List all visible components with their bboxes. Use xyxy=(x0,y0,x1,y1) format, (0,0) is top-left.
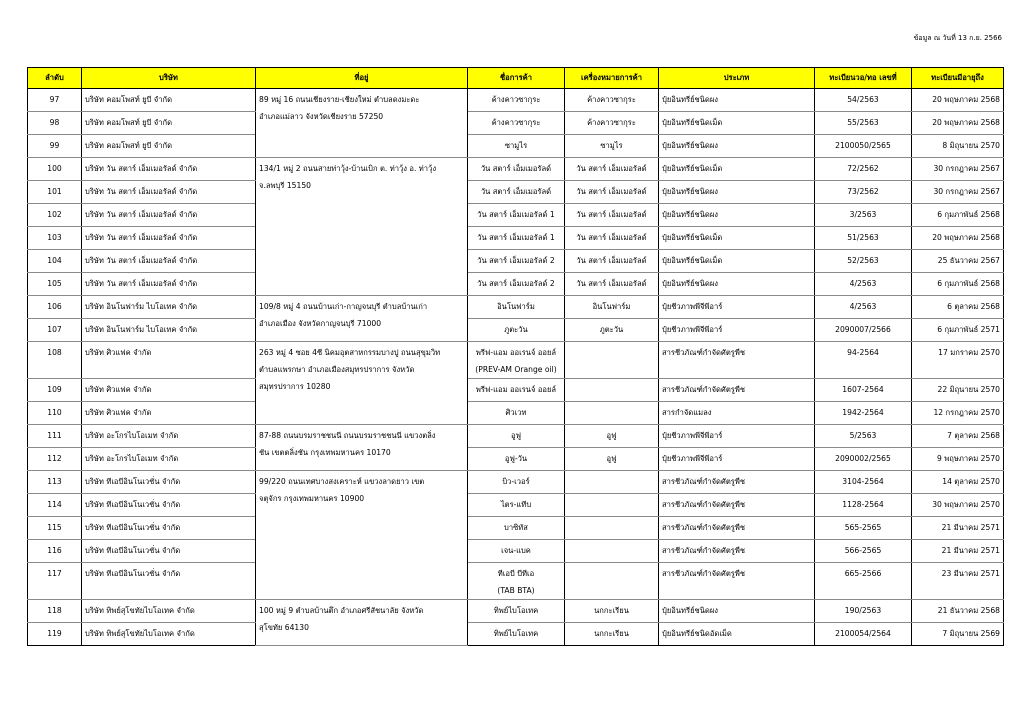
col-header-reg-no: ทะเบียนวอ/ทอ เลขที่ xyxy=(815,68,912,89)
cell-reg-no: 3104-2564 xyxy=(815,471,912,494)
cell-trademark: วัน สตาร์ เอ็มเมอรัลด์ xyxy=(565,227,659,250)
cell-trade-name: เจน-แบค xyxy=(468,540,565,563)
table-row xyxy=(28,204,1004,227)
cell-expiry: 21 มีนาคม 2571 xyxy=(912,540,1004,563)
cell-company: บริษัท อะโกรไบโอเมท จำกัด xyxy=(82,425,256,448)
cell-expiry: 22 มิถุนายน 2570 xyxy=(912,379,1004,402)
cell-type: ปุ๋ยอินทรีย์ชนิดเม็ด xyxy=(659,227,815,250)
cell-reg-no: 4/2563 xyxy=(815,296,912,319)
cell-expiry: 14 ตุลาคม 2570 xyxy=(912,471,1004,494)
cell-company: บริษัท วัน สตาร์ เอ็มเมอรัลด์ จำกัด xyxy=(82,273,256,296)
cell-expiry: 12 กรกฎาคม 2570 xyxy=(912,402,1004,425)
cell-address xyxy=(256,600,468,646)
cell-trade-name: ไตร-แทีบ xyxy=(468,494,565,517)
table-row xyxy=(28,494,1004,517)
cell-type: ปุ๋ยอินทรีย์ชนิดผง xyxy=(659,89,815,112)
cell-no: 112 xyxy=(28,448,82,471)
table-row xyxy=(28,623,1004,646)
address-line: อำเภอเมือง จังหวัดกาญจนบุรี 71000 xyxy=(259,319,382,328)
address-line: 109/8 หมู่ 4 ถนนบ้านเก่า-กาญจนบุรี ตำบลบ้านเก่า xyxy=(259,302,428,311)
cell-address xyxy=(256,89,468,158)
cell-company: บริษัท ทิพย์สุโขทัยไบโอเทค จำกัด xyxy=(82,623,256,646)
cell-reg-no: 2100050/2565 xyxy=(815,135,912,158)
cell-no: 102 xyxy=(28,204,82,227)
cell-company: บริษัท วัน สตาร์ เอ็มเมอรัลด์ จำกัด xyxy=(82,250,256,273)
cell-company: บริษัท ศิวแฟค จำกัด xyxy=(82,342,256,379)
cell-type: สารชีวภัณฑ์กำจัดศัตรูพืช xyxy=(659,379,815,402)
cell-expiry: 25 ธันวาคม 2567 xyxy=(912,250,1004,273)
cell-type: ปุ๋ยอินทรีย์ชนิดอัดเม็ด xyxy=(659,623,815,646)
cell-type: ปุ๋ยอินทรีย์ชนิดเม็ด xyxy=(659,158,815,181)
cell-company: บริษัท ศิวแฟค จำกัด xyxy=(82,402,256,425)
cell-reg-no: 3/2563 xyxy=(815,204,912,227)
table-row xyxy=(28,540,1004,563)
cell-reg-no: 566-2565 xyxy=(815,540,912,563)
col-header-trademark: เครื่องหมายการค้า xyxy=(565,68,659,89)
cell-company: บริษัท อินโนฟาร์ม ไบโอเทค จำกัด xyxy=(82,296,256,319)
table-header-row xyxy=(28,68,1004,89)
cell-company: บริษัท ทีเอบีอินโนเวชั่น จำกัด xyxy=(82,563,256,600)
table-row xyxy=(28,273,1004,296)
cell-expiry: 8 มิถุนายน 2570 xyxy=(912,135,1004,158)
cell-reg-no: 2090002/2565 xyxy=(815,448,912,471)
cell-type: ปุ๋ยอินทรีย์ชนิดผง xyxy=(659,273,815,296)
cell-trade-name: อูฟู-วัน xyxy=(468,448,565,471)
cell-company: บริษัท ทีเอบีอินโนเวชั่น จำกัด xyxy=(82,540,256,563)
cell-trademark xyxy=(565,517,659,540)
cell-expiry: 6 กุมภาพันธ์ 2571 xyxy=(912,319,1004,342)
cell-expiry: 20 พฤษภาคม 2568 xyxy=(912,227,1004,250)
cell-trademark: นกกะเรียน xyxy=(565,600,659,623)
trade-name-line: (TAB BTA) xyxy=(497,586,535,595)
cell-reg-no: 2100054/2564 xyxy=(815,623,912,646)
cell-company: บริษัท ทิพย์สุโขทัยไบโอเทค จำกัด xyxy=(82,600,256,623)
table-row xyxy=(28,517,1004,540)
table-row xyxy=(28,342,1004,379)
cell-type: ปุ๋ยอินทรีย์ชนิดผง xyxy=(659,181,815,204)
cell-type: ปุ๋ยชีวภาพพีจีพีอาร์ xyxy=(659,296,815,319)
cell-type: สารชีวภัณฑ์กำจัดศัตรูพืช xyxy=(659,540,815,563)
cell-type: ปุ๋ยอินทรีย์ชนิดเม็ด xyxy=(659,250,815,273)
cell-no: 118 xyxy=(28,600,82,623)
address-line: 89 หมู่ 16 ถนนเชียงราย-เชียงใหม่ ตำบลดงมะดะ xyxy=(259,95,420,104)
table-row xyxy=(28,250,1004,273)
cell-expiry: 7 ตุลาคม 2568 xyxy=(912,425,1004,448)
cell-reg-no: 52/2563 xyxy=(815,250,912,273)
cell-trade-name: วัน สตาร์ เอ็มเมอรัลด์ xyxy=(468,158,565,181)
table-row xyxy=(28,600,1004,623)
cell-reg-no: 1607-2564 xyxy=(815,379,912,402)
cell-expiry: 6 กุมภาพันธ์ 2568 xyxy=(912,204,1004,227)
table-row xyxy=(28,135,1004,158)
cell-address xyxy=(256,296,468,342)
cell-address xyxy=(256,425,468,471)
cell-expiry: 20 พฤษภาคม 2568 xyxy=(912,89,1004,112)
cell-trade-name: ซามูไร xyxy=(468,135,565,158)
cell-trademark: อินโนฟาร์ม xyxy=(565,296,659,319)
cell-no: 114 xyxy=(28,494,82,517)
trade-name-line: พรีฟ-แอม ออเรนจ์ ออยล์ xyxy=(475,348,557,357)
cell-trademark: ค้างคาวซากุระ xyxy=(565,112,659,135)
table-row xyxy=(28,227,1004,250)
cell-reg-no: 4/2563 xyxy=(815,273,912,296)
cell-no: 99 xyxy=(28,135,82,158)
cell-trademark: อูฟู xyxy=(565,425,659,448)
cell-company: บริษัท ทีเอบีอินโนเวชั่น จำกัด xyxy=(82,494,256,517)
cell-type: ปุ๋ยชีวภาพพีจีพีอาร์ xyxy=(659,319,815,342)
cell-trade-name: วัน สตาร์ เอ็มเมอรัลด์ 1 xyxy=(468,227,565,250)
cell-type: ปุ๋ยชีวภาพพีจีพีอาร์ xyxy=(659,448,815,471)
cell-no: 100 xyxy=(28,158,82,181)
table-row xyxy=(28,379,1004,402)
cell-trade-name: บิว-เวอร์ xyxy=(468,471,565,494)
cell-reg-no: 1942-2564 xyxy=(815,402,912,425)
cell-trade-name: อูฟู xyxy=(468,425,565,448)
address-line: 134/1 หมู่ 2 ถนนสายท่าวุ้ง-บ้านเบิก ต. ท่าวุ้ง อ. ท่าวุ้ง xyxy=(259,164,437,173)
cell-type: ปุ๋ยอินทรีย์ชนิดผง xyxy=(659,204,815,227)
cell-company: บริษัท อินโนฟาร์ม ไบโอเทค จำกัด xyxy=(82,319,256,342)
address-line: ชัน เขตตลิ่งชัน กรุงเทพมหานคร 10170 xyxy=(259,448,391,457)
cell-trade-name: วัน สตาร์ เอ็มเมอรัลด์ 1 xyxy=(468,204,565,227)
cell-type: ปุ๋ยอินทรีย์ชนิดเม็ด xyxy=(659,112,815,135)
address-line: อำเภอแม่ลาว จังหวัดเชียงราย 57250 xyxy=(259,112,384,121)
cell-company: บริษัท วัน สตาร์ เอ็มเมอรัลด์ จำกัด xyxy=(82,227,256,250)
cell-expiry: 30 กรกฎาคม 2567 xyxy=(912,158,1004,181)
col-header-no: ลำดับ xyxy=(28,68,82,89)
cell-reg-no: 51/2563 xyxy=(815,227,912,250)
table-row xyxy=(28,425,1004,448)
cell-company: บริษัท วัน สตาร์ เอ็มเมอรัลด์ จำกัด xyxy=(82,181,256,204)
cell-company: บริษัท คอมโพสท์ ยูบี จำกัด xyxy=(82,135,256,158)
cell-no: 109 xyxy=(28,379,82,402)
cell-reg-no: 190/2563 xyxy=(815,600,912,623)
cell-company: บริษัท วัน สตาร์ เอ็มเมอรัลด์ จำกัด xyxy=(82,158,256,181)
col-header-type: ประเภท xyxy=(659,68,815,89)
address-line: 263 หมู่ 4 ซอย 4ซี นิคมอุตสาหกรรมบางปู ถนนสุขุมวิท xyxy=(259,348,441,357)
address-line: สมุทรปราการ 10280 xyxy=(259,382,331,391)
address-line: 87-88 ถนนบรมราชชนนี ถนนบรมราชชนนี แขวงตลิ่ง xyxy=(259,431,436,440)
cell-trademark xyxy=(565,402,659,425)
cell-no: 108 xyxy=(28,342,82,379)
cell-trademark: ค้างคาวซากุระ xyxy=(565,89,659,112)
cell-trademark xyxy=(565,379,659,402)
cell-trademark xyxy=(565,342,659,379)
table-row xyxy=(28,89,1004,112)
cell-type: ปุ๋ยอินทรีย์ชนิดผง xyxy=(659,135,815,158)
address-line: ตำบลแพรกษา อำเภอเมืองสมุทรปราการ จังหวัด xyxy=(259,365,415,374)
cell-trade-name: ศิวเวท xyxy=(468,402,565,425)
cell-expiry: 17 มกราคม 2570 xyxy=(912,342,1004,379)
cell-expiry: 9 พฤษภาคม 2570 xyxy=(912,448,1004,471)
table-row xyxy=(28,563,1004,600)
trade-name-line: (PREV-AM Orange oil) xyxy=(475,365,557,374)
cell-company: บริษัท คอมโพสท์ ยูบี จำกัด xyxy=(82,112,256,135)
cell-trade-name: ทิพย์ไบโอเทค xyxy=(468,623,565,646)
cell-reg-no: 55/2563 xyxy=(815,112,912,135)
cell-no: 104 xyxy=(28,250,82,273)
cell-trade-name xyxy=(468,563,565,600)
cell-address xyxy=(256,342,468,425)
cell-no: 103 xyxy=(28,227,82,250)
cell-type: สารชีวภัณฑ์กำจัดศัตรูพืช xyxy=(659,563,815,600)
cell-type: ปุ๋ยอินทรีย์ชนิดผง xyxy=(659,600,815,623)
address-line: จ.ลพบุรี 15150 xyxy=(259,181,311,190)
cell-no: 116 xyxy=(28,540,82,563)
registration-table xyxy=(27,67,1004,646)
cell-reg-no: 73/2562 xyxy=(815,181,912,204)
address-line: 99/220 ถนนเทศบางสงเคราะห์ แขวงลาดยาว เขต xyxy=(259,477,425,486)
cell-expiry: 30 กรกฎาคม 2567 xyxy=(912,181,1004,204)
trade-name-line: ทีเอบี บีทีเอ xyxy=(497,569,535,578)
cell-type: สารชีวภัณฑ์กำจัดศัตรูพืช xyxy=(659,471,815,494)
data-date-note: ข้อมูล ณ วันที่ 13 ก.ย. 2566 xyxy=(913,34,1002,42)
cell-company: บริษัท ทีเอบีอินโนเวชั่น จำกัด xyxy=(82,471,256,494)
cell-no: 106 xyxy=(28,296,82,319)
cell-no: 107 xyxy=(28,319,82,342)
cell-trade-name: ค้างคาวซากุระ xyxy=(468,89,565,112)
table-row xyxy=(28,112,1004,135)
cell-trademark: วัน สตาร์ เอ็มเมอรัลด์ xyxy=(565,204,659,227)
cell-trademark xyxy=(565,471,659,494)
cell-type: สารชีวภัณฑ์กำจัดศัตรูพืช xyxy=(659,517,815,540)
cell-trademark: วัน สตาร์ เอ็มเมอรัลด์ xyxy=(565,158,659,181)
cell-trademark: วัน สตาร์ เอ็มเมอรัลด์ xyxy=(565,273,659,296)
address-line: สุโขทัย 64130 xyxy=(259,623,309,632)
cell-no: 110 xyxy=(28,402,82,425)
cell-company: บริษัท คอมโพสท์ ยูบี จำกัด xyxy=(82,89,256,112)
cell-reg-no: 94-2564 xyxy=(815,342,912,379)
cell-trade-name xyxy=(468,342,565,379)
cell-reg-no: 1128-2564 xyxy=(815,494,912,517)
cell-trademark xyxy=(565,563,659,600)
table-row xyxy=(28,296,1004,319)
cell-no: 115 xyxy=(28,517,82,540)
table-row xyxy=(28,448,1004,471)
cell-company: บริษัท วัน สตาร์ เอ็มเมอรัลด์ จำกัด xyxy=(82,204,256,227)
cell-no: 117 xyxy=(28,563,82,600)
cell-no: 105 xyxy=(28,273,82,296)
cell-reg-no: 54/2563 xyxy=(815,89,912,112)
cell-trade-name: พรีฟ-แอม ออเรนจ์ ออยล์ xyxy=(468,379,565,402)
cell-trademark: อูฟู xyxy=(565,448,659,471)
cell-no: 97 xyxy=(28,89,82,112)
table-row xyxy=(28,319,1004,342)
table-row xyxy=(28,471,1004,494)
cell-reg-no: 5/2563 xyxy=(815,425,912,448)
cell-expiry: 6 กุมภาพันธ์ 2568 xyxy=(912,273,1004,296)
cell-expiry: 23 มีนาคม 2571 xyxy=(912,563,1004,600)
cell-type: ปุ๋ยชีวภาพพีจีพีอาร์ xyxy=(659,425,815,448)
col-header-trade-name: ชื่อการค้า xyxy=(468,68,565,89)
cell-trademark: วัน สตาร์ เอ็มเมอรัลด์ xyxy=(565,250,659,273)
table-row xyxy=(28,158,1004,181)
cell-trademark: นกกะเรียน xyxy=(565,623,659,646)
address-line: จตุจักร กรุงเทพมหานคร 10900 xyxy=(259,494,365,503)
cell-company: บริษัท ทีเอบีอินโนเวชั่น จำกัด xyxy=(82,517,256,540)
address-line: 100 หมู่ 9 ตำบลบ้านตึก อำเภอศรีสัชนาลัย จังหวัด xyxy=(259,606,424,615)
cell-reg-no: 665-2566 xyxy=(815,563,912,600)
cell-expiry: 6 ตุลาคม 2568 xyxy=(912,296,1004,319)
cell-expiry: 30 พฤษภาคม 2570 xyxy=(912,494,1004,517)
col-header-expiry: ทะเบียนมีอายุถึง xyxy=(912,68,1004,89)
cell-address xyxy=(256,471,468,600)
cell-trademark: ภูตะวัน xyxy=(565,319,659,342)
cell-trade-name: วัน สตาร์ เอ็มเมอรัลด์ xyxy=(468,181,565,204)
cell-no: 111 xyxy=(28,425,82,448)
cell-expiry: 20 พฤษภาคม 2568 xyxy=(912,112,1004,135)
cell-no: 119 xyxy=(28,623,82,646)
cell-trademark: ซามูไร xyxy=(565,135,659,158)
col-header-address: ที่อยู่ xyxy=(256,68,468,89)
cell-no: 113 xyxy=(28,471,82,494)
col-header-company: บริษัท xyxy=(82,68,256,89)
cell-trademark: วัน สตาร์ เอ็มเมอรัลด์ xyxy=(565,181,659,204)
cell-trade-name: วัน สตาร์ เอ็มเมอรัลด์ 2 xyxy=(468,250,565,273)
cell-trademark xyxy=(565,494,659,517)
cell-type: สารกำจัดแมลง xyxy=(659,402,815,425)
table-row xyxy=(28,402,1004,425)
cell-type: สารชีวภัณฑ์กำจัดศัตรูพืช xyxy=(659,342,815,379)
cell-trade-name: ทิพย์ไบโอเทค xyxy=(468,600,565,623)
cell-trade-name: ภูตะวัน xyxy=(468,319,565,342)
cell-trade-name: อินโนฟาร์ม xyxy=(468,296,565,319)
cell-expiry: 7 มิถุนายน 2569 xyxy=(912,623,1004,646)
cell-trade-name: ค้างคาวซากุระ xyxy=(468,112,565,135)
cell-type: สารชีวภัณฑ์กำจัดศัตรูพืช xyxy=(659,494,815,517)
cell-trade-name: บาซิทัส xyxy=(468,517,565,540)
cell-no: 101 xyxy=(28,181,82,204)
cell-trademark xyxy=(565,540,659,563)
cell-reg-no: 565-2565 xyxy=(815,517,912,540)
cell-expiry: 21 ธันวาคม 2568 xyxy=(912,600,1004,623)
cell-company: บริษัท ศิวแฟค จำกัด xyxy=(82,379,256,402)
cell-reg-no: 72/2562 xyxy=(815,158,912,181)
cell-company: บริษัท อะโกรไบโอเมท จำกัด xyxy=(82,448,256,471)
cell-address xyxy=(256,158,468,296)
cell-no: 98 xyxy=(28,112,82,135)
cell-reg-no: 2090007/2566 xyxy=(815,319,912,342)
cell-expiry: 21 มีนาคม 2571 xyxy=(912,517,1004,540)
cell-trade-name: วัน สตาร์ เอ็มเมอรัลด์ 2 xyxy=(468,273,565,296)
table-row xyxy=(28,181,1004,204)
